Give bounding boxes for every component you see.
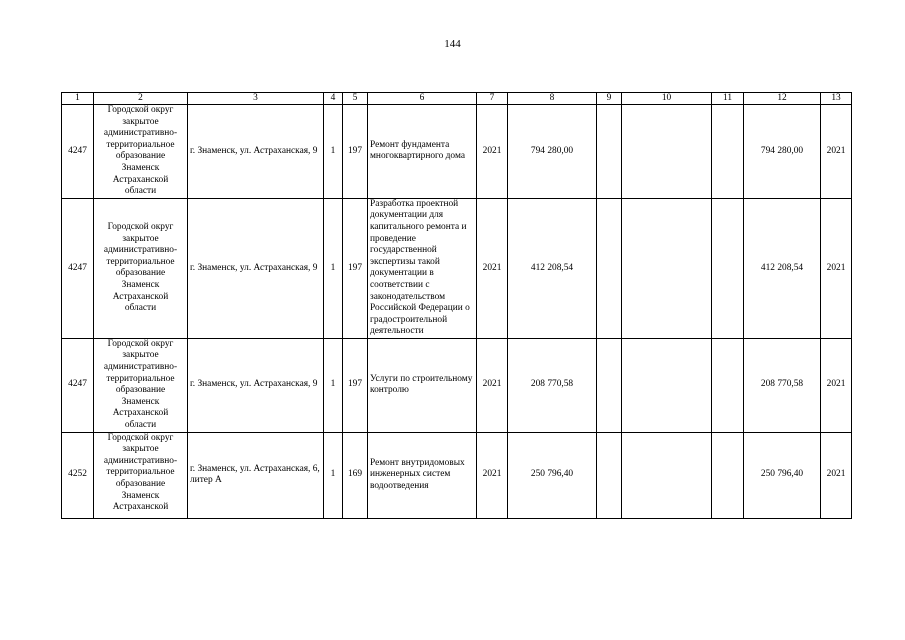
row-id: 4252 — [62, 432, 94, 518]
address: г. Знаменск, ул. Астраханская, 9 — [188, 105, 324, 199]
total-amount: 208 770,58 — [744, 338, 821, 432]
works-table-wrapper — [61, 92, 852, 519]
col9-value — [597, 198, 622, 338]
org-name: Городской округ закрытое административно-территориальное образование Знаменск Астраханской области — [94, 198, 188, 338]
work-type: Разработка проектной документации для капитального ремонта и проведение государственной экспертизы такой документации в соответствии с законодательством Российской Федерации о градостроительной деятельности — [368, 198, 477, 338]
amount: 250 796,40 — [508, 432, 597, 518]
col9-value — [597, 432, 622, 518]
header-cell: 8 — [508, 93, 597, 105]
col5-value: 197 — [343, 198, 368, 338]
completion-year: 2021 — [821, 198, 852, 338]
header-cell: 2 — [94, 93, 188, 105]
header-cell: 7 — [477, 93, 508, 105]
total-amount: 412 208,54 — [744, 198, 821, 338]
work-type: Ремонт внутридомовых инженерных систем водоотведения — [368, 432, 477, 518]
col10-value — [622, 432, 712, 518]
total-amount: 250 796,40 — [744, 432, 821, 518]
org-name — [94, 432, 188, 518]
works-table — [61, 92, 852, 519]
header-cell: 5 — [343, 93, 368, 105]
row-id: 4247 — [62, 105, 94, 199]
col4-value: 1 — [324, 338, 343, 432]
address: г. Знаменск, ул. Астраханская, 9 — [188, 338, 324, 432]
header-cell: 13 — [821, 93, 852, 105]
header-cell: 12 — [744, 93, 821, 105]
address: г. Знаменск, ул. Астраханская, 9 — [188, 198, 324, 338]
col5-value: 169 — [343, 432, 368, 518]
header-cell: 3 — [188, 93, 324, 105]
completion-year: 2021 — [821, 338, 852, 432]
org-name: Городской округ закрытое административно-территориальное образование Знаменск Астраханской области — [94, 105, 188, 199]
table-row — [62, 105, 852, 199]
row-id: 4247 — [62, 198, 94, 338]
col5-value: 197 — [343, 338, 368, 432]
header-cell: 4 — [324, 93, 343, 105]
org-name-text: Городской округ закрытое административно-территориальное образование Знаменск Астраханской — [103, 432, 178, 513]
col5-value: 197 — [343, 105, 368, 199]
header-cell: 11 — [712, 93, 744, 105]
col10-value — [622, 338, 712, 432]
header-cell: 1 — [62, 93, 94, 105]
row-id: 4247 — [62, 338, 94, 432]
table-row — [62, 338, 852, 432]
col4-value: 1 — [324, 198, 343, 338]
year: 2021 — [477, 198, 508, 338]
col11-value — [712, 198, 744, 338]
header-cell: 10 — [622, 93, 712, 105]
col4-value: 1 — [324, 432, 343, 518]
completion-year: 2021 — [821, 432, 852, 518]
table-row — [62, 432, 852, 518]
completion-year: 2021 — [821, 105, 852, 199]
col10-value — [622, 105, 712, 199]
col9-value — [597, 105, 622, 199]
col10-value — [622, 198, 712, 338]
year: 2021 — [477, 338, 508, 432]
page-number: 144 — [444, 38, 461, 50]
year: 2021 — [477, 105, 508, 199]
amount: 208 770,58 — [508, 338, 597, 432]
header-cell: 6 — [368, 93, 477, 105]
table-header-row — [62, 93, 852, 105]
col11-value — [712, 105, 744, 199]
header-cell: 9 — [597, 93, 622, 105]
amount: 412 208,54 — [508, 198, 597, 338]
amount: 794 280,00 — [508, 105, 597, 199]
col4-value: 1 — [324, 105, 343, 199]
col11-value — [712, 338, 744, 432]
total-amount: 794 280,00 — [744, 105, 821, 199]
address: г. Знаменск, ул. Астраханская, 6, литер А — [188, 432, 324, 518]
work-type: Ремонт фундамента многоквартирного дома — [368, 105, 477, 199]
col11-value — [712, 432, 744, 518]
col9-value — [597, 338, 622, 432]
work-type: Услуги по строительному контролю — [368, 338, 477, 432]
table-row — [62, 198, 852, 338]
org-name: Городской округ закрытое административно-территориальное образование Знаменск Астраханской области — [94, 338, 188, 432]
year: 2021 — [477, 432, 508, 518]
